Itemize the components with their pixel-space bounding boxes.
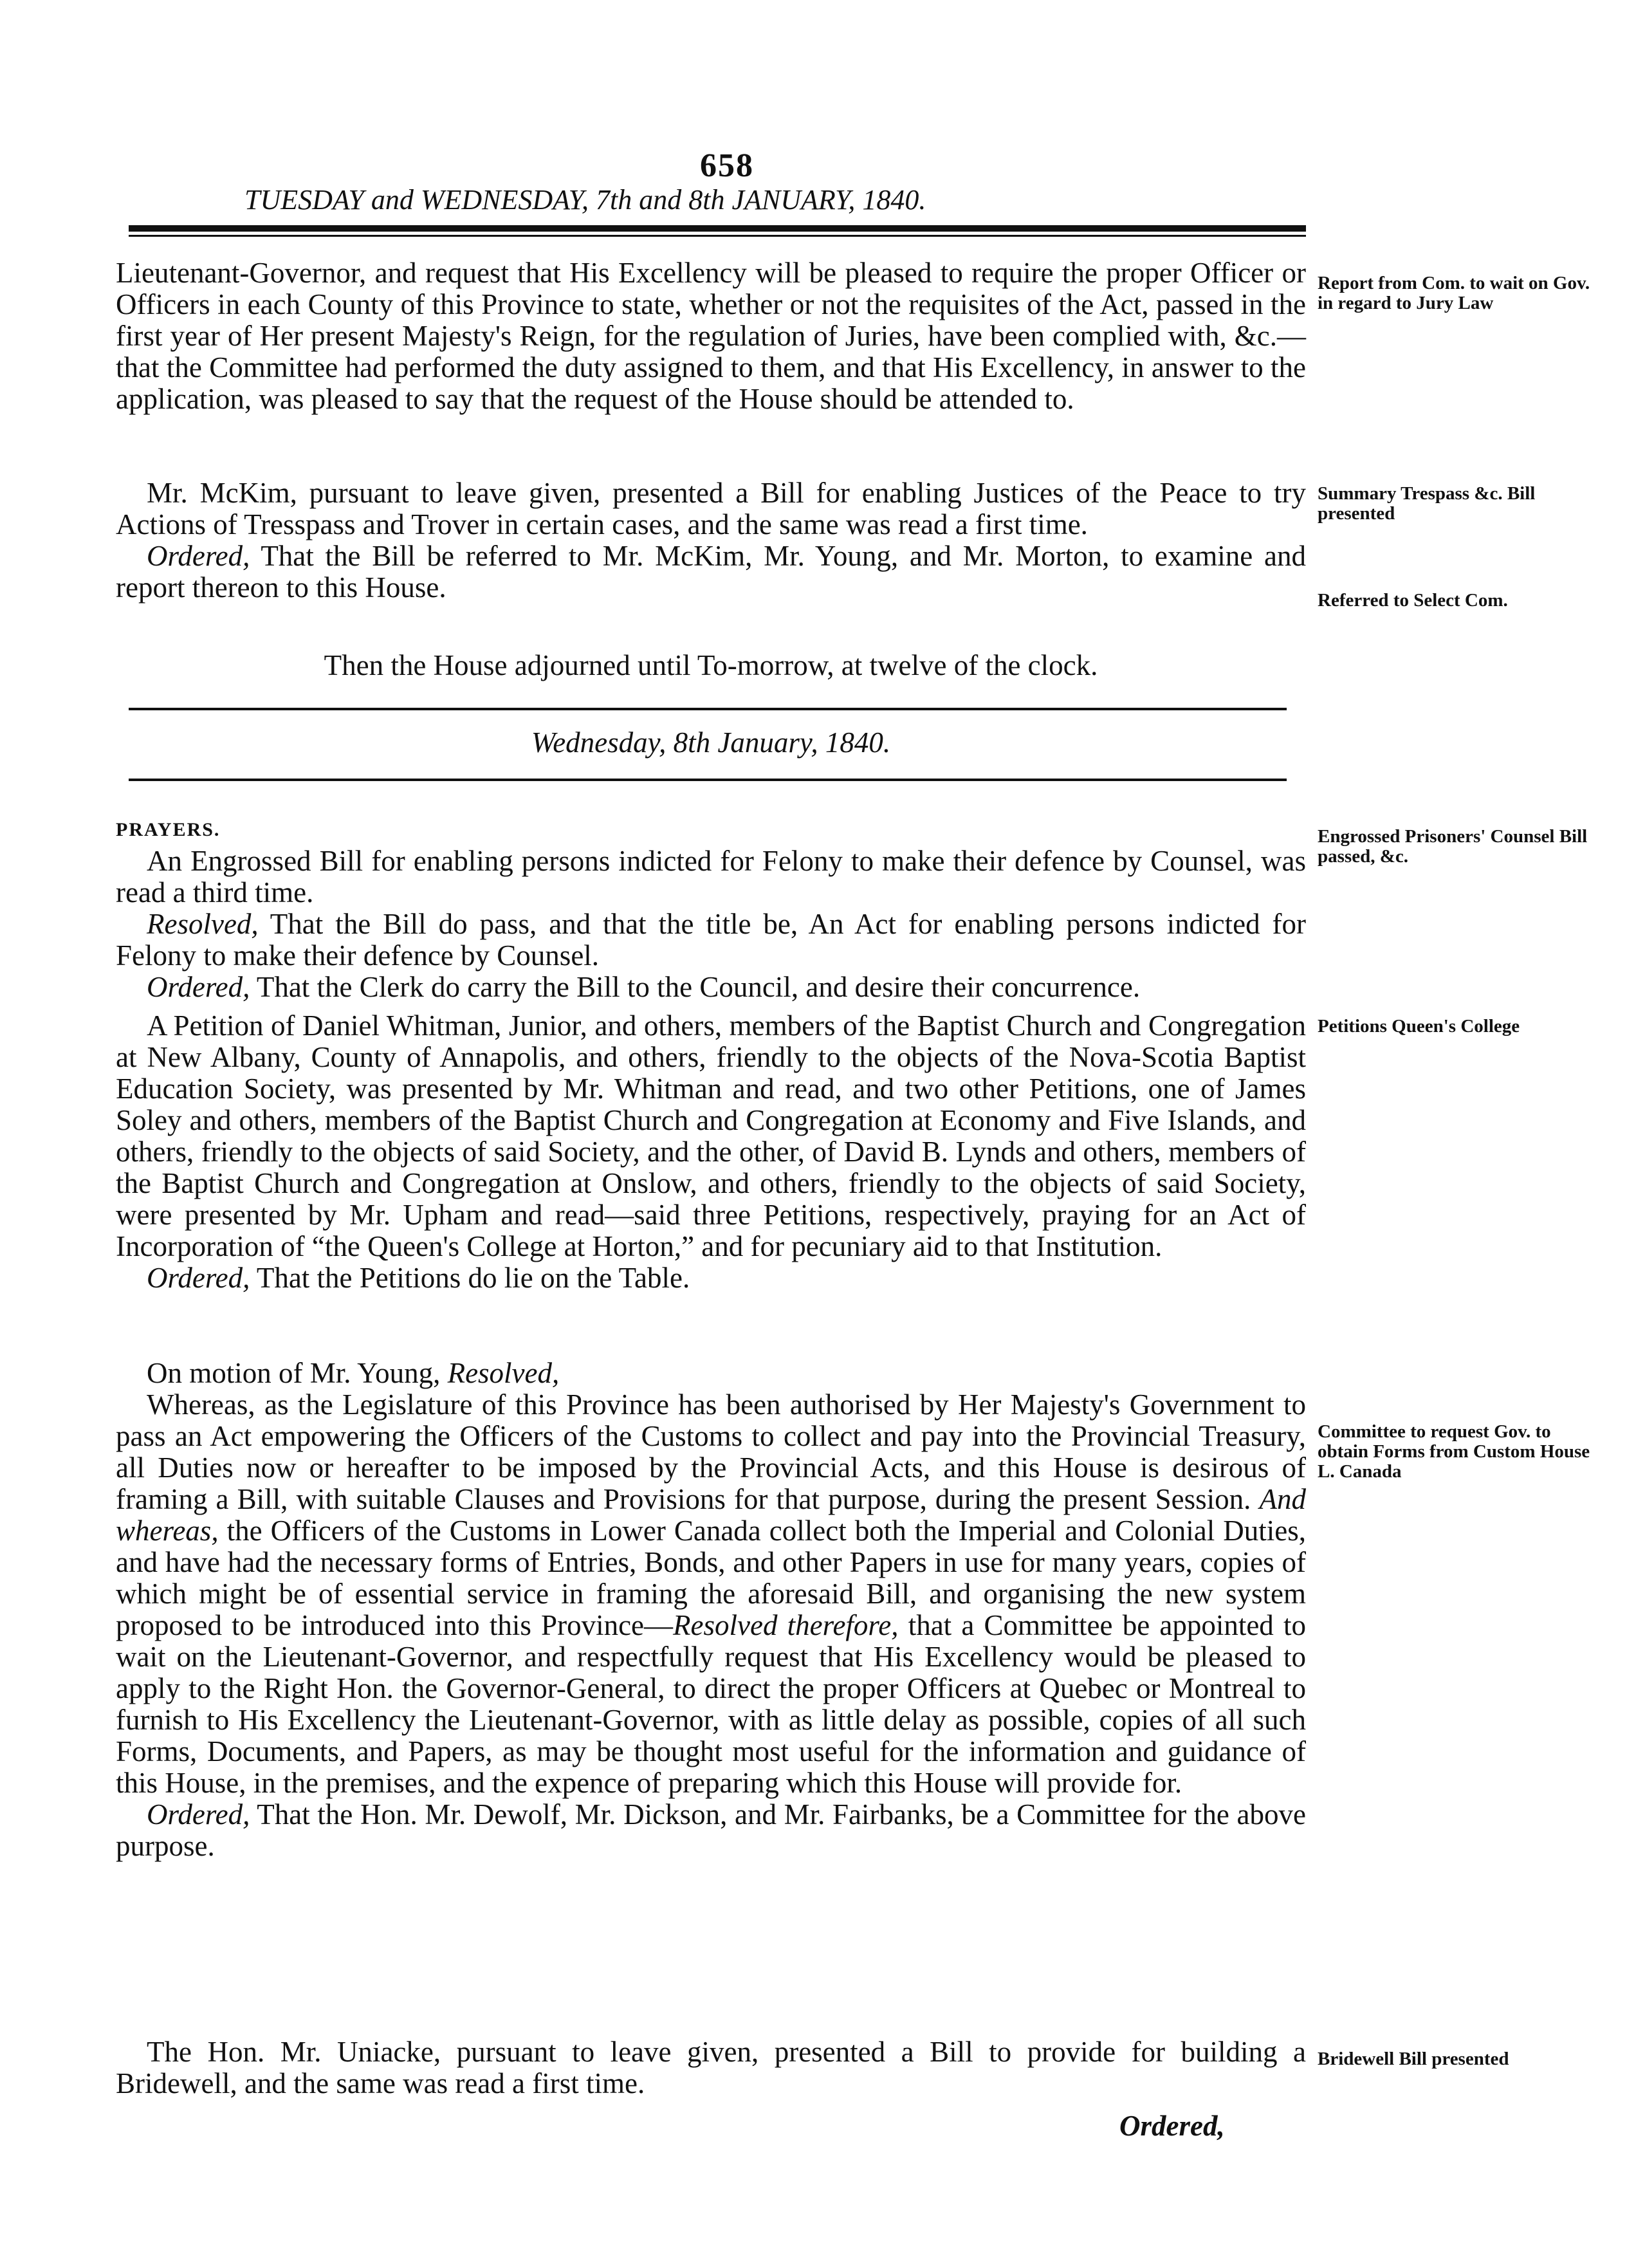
paragraph-resolved [116,908,1306,972]
entry-trespass-bill [116,477,1306,604]
lie-on-table-text: That the Petitions do lie on the Table. [250,1262,690,1294]
entry-petitions [116,1010,1306,1294]
paragraph-lie-on-table [116,1262,1306,1294]
adjournment-line: Then the House adjourned until To-morrow, at twelve of the clock. [324,649,1098,681]
section-rule-top [129,708,1287,710]
paragraph-trespass-bill: Mr. McKim, pursuant to leave given, presented a Bill for enabling Justices of the Peace to try Actions of Tresspass and Trover in certain cases, and the same was read a first time. [116,477,1306,540]
ordered-label: Ordered, [147,540,250,572]
entry-felony-bill [116,814,1306,1003]
header-rule-thick [129,225,1306,232]
date-line: Wednesday, 8th January, 1840. [531,726,891,759]
paragraph-whereas [116,1389,1306,1799]
ordered-label: Ordered, [147,1262,250,1294]
catchword: Ordered, [1119,2110,1225,2142]
entry-bridewell [116,2036,1306,2099]
resolved-text: That the Bill do pass, and that the title be, An Act for enabling persons indicted for Felony to make their defence by Counsel. [116,908,1306,972]
referred-text: That the Bill be referred to Mr. McKim, Mr. Young, and Mr. Morton, to examine and report thereon to this House. [116,540,1306,604]
and-whereas-label: And whereas, [116,1483,1306,1547]
header-rule-thin [129,235,1306,237]
paragraph-carry-bill [116,972,1306,1003]
paragraph-motion [116,1358,1306,1389]
whereas-text-b: the Officers of the Customs in Lower Canada collect both the Imperial and Colonial Duties, and have had the necessary forms of Entries, Bonds, and other Papers in use for many years, copies of which might be of essential service in framing the aforesaid Bill, and organising the new system proposed to be introduced into this Province— [116,1515,1306,1641]
margin-note-customs: Committee to request Gov. to obtain Forms from Custom House L. Canada [1318,1421,1590,1482]
entry-jury-report [116,257,1306,415]
margin-note-petitions: Petitions Queen's College [1318,1016,1520,1037]
motion-text: On motion of Mr. Young, [147,1357,448,1389]
resolved-label: Resolved, [147,908,259,940]
margin-note-jury-report: Report from Com. to wait on Gov. in regard to Jury Law [1318,273,1590,313]
resolved-label: Resolved, [447,1357,560,1389]
resolved-therefore-label: Resolved therefore, [673,1609,899,1641]
entry-customs-forms [116,1358,1306,1862]
paragraph-bridewell: The Hon. Mr. Uniacke, pursuant to leave given, presented a Bill to provide for building a Bridewell, and the same was read a first time. [116,2036,1306,2099]
whereas-text-a: Whereas, as the Legislature of this Province has been authorised by Her Majesty's Government to pass an Act empowering the Officers of the Customs to collect and pay into the Provincial Treasury, all Duties now or hereafter to be imposed by the Provincial Acts, and this House is desirous of framing a Bill, with suitable Clauses and Provisions for that purpose, during the present Session. [116,1388,1306,1515]
prayers-heading: PRAYERS. [116,819,221,840]
paragraph-felony-bill: An Engrossed Bill for enabling persons indicted for Felony to make their defence by Counsel, was read a third time. [116,845,1306,908]
paragraph-jury-report: Lieutenant-Governor, and request that His Excellency will be pleased to require the proper Officer or Officers in each County of this Province to state, whether or not the requisites of the Act, passed in the first year of Her present Majesty's Reign, for the regulation of Juries, have been complied with, &c.—that the Committee had performed the duty assigned to them, and that His Excellency, in answer to the application, was pleased to say that the request of the House should be attended to. [116,257,1306,415]
whereas-text-c: that a Committee be appointed to wait on the Lieutenant-Governor, and respectfully request that His Excellency would be pleased to apply to the Right Hon. the Governor-General, to direct the proper Officers at Quebec or Montreal to furnish to His Excellency the Lieutenant-Governor, with as little delay as possible, copies of all such Forms, Documents, and Papers, as may be thought most useful for the information and guidance of this House, in the premises, and the expence of preparing which this House will provide for. [116,1609,1306,1799]
paragraph-committee [116,1799,1306,1862]
committee-text: That the Hon. Mr. Dewolf, Mr. Dickson, and Mr. Fairbanks, be a Committee for the above purpose. [116,1798,1306,1862]
margin-note-trespass: Summary Trespass &c. Bill presented [1318,483,1536,524]
ordered-label: Ordered, [147,971,250,1003]
running-header: TUESDAY and WEDNESDAY, 7th and 8th JANUARY, 1840. [244,184,926,216]
page-number: 658 [700,147,754,184]
ordered-label: Ordered, [147,1798,250,1830]
margin-note-felony: Engrossed Prisoners' Counsel Bill passed, &c. [1318,826,1588,867]
margin-note-select-com: Referred to Select Com. [1318,590,1508,611]
section-rule-bottom [129,779,1287,781]
carry-bill-text: That the Clerk do carry the Bill to the Council, and desire their concurrence. [250,971,1141,1003]
paragraph-petitions: A Petition of Daniel Whitman, Junior, and others, members of the Baptist Church and Congregation at New Albany, County of Annapolis, and others, friendly to the objects of the Nova-Scotia Baptist Education Society, was presented by Mr. Whitman and read, and two other Petitions, one of James Soley and others, members of the Baptist Church and Congregation at Economy and Five Islands, and others, friendly to the objects of said Society, and the other, of David B. Lynds and others, members of the Baptist Church and Congregation at Onslow, and others, friendly to the objects of said Society, were presented by Mr. Upham and read—said three Petitions, respectively, praying for an Act of Incorporation of “the Queen's College at Horton,” and for pecuniary aid to that Institution. [116,1010,1306,1262]
paragraph-referred [116,540,1306,604]
margin-note-bridewell: Bridewell Bill presented [1318,2049,1509,2069]
